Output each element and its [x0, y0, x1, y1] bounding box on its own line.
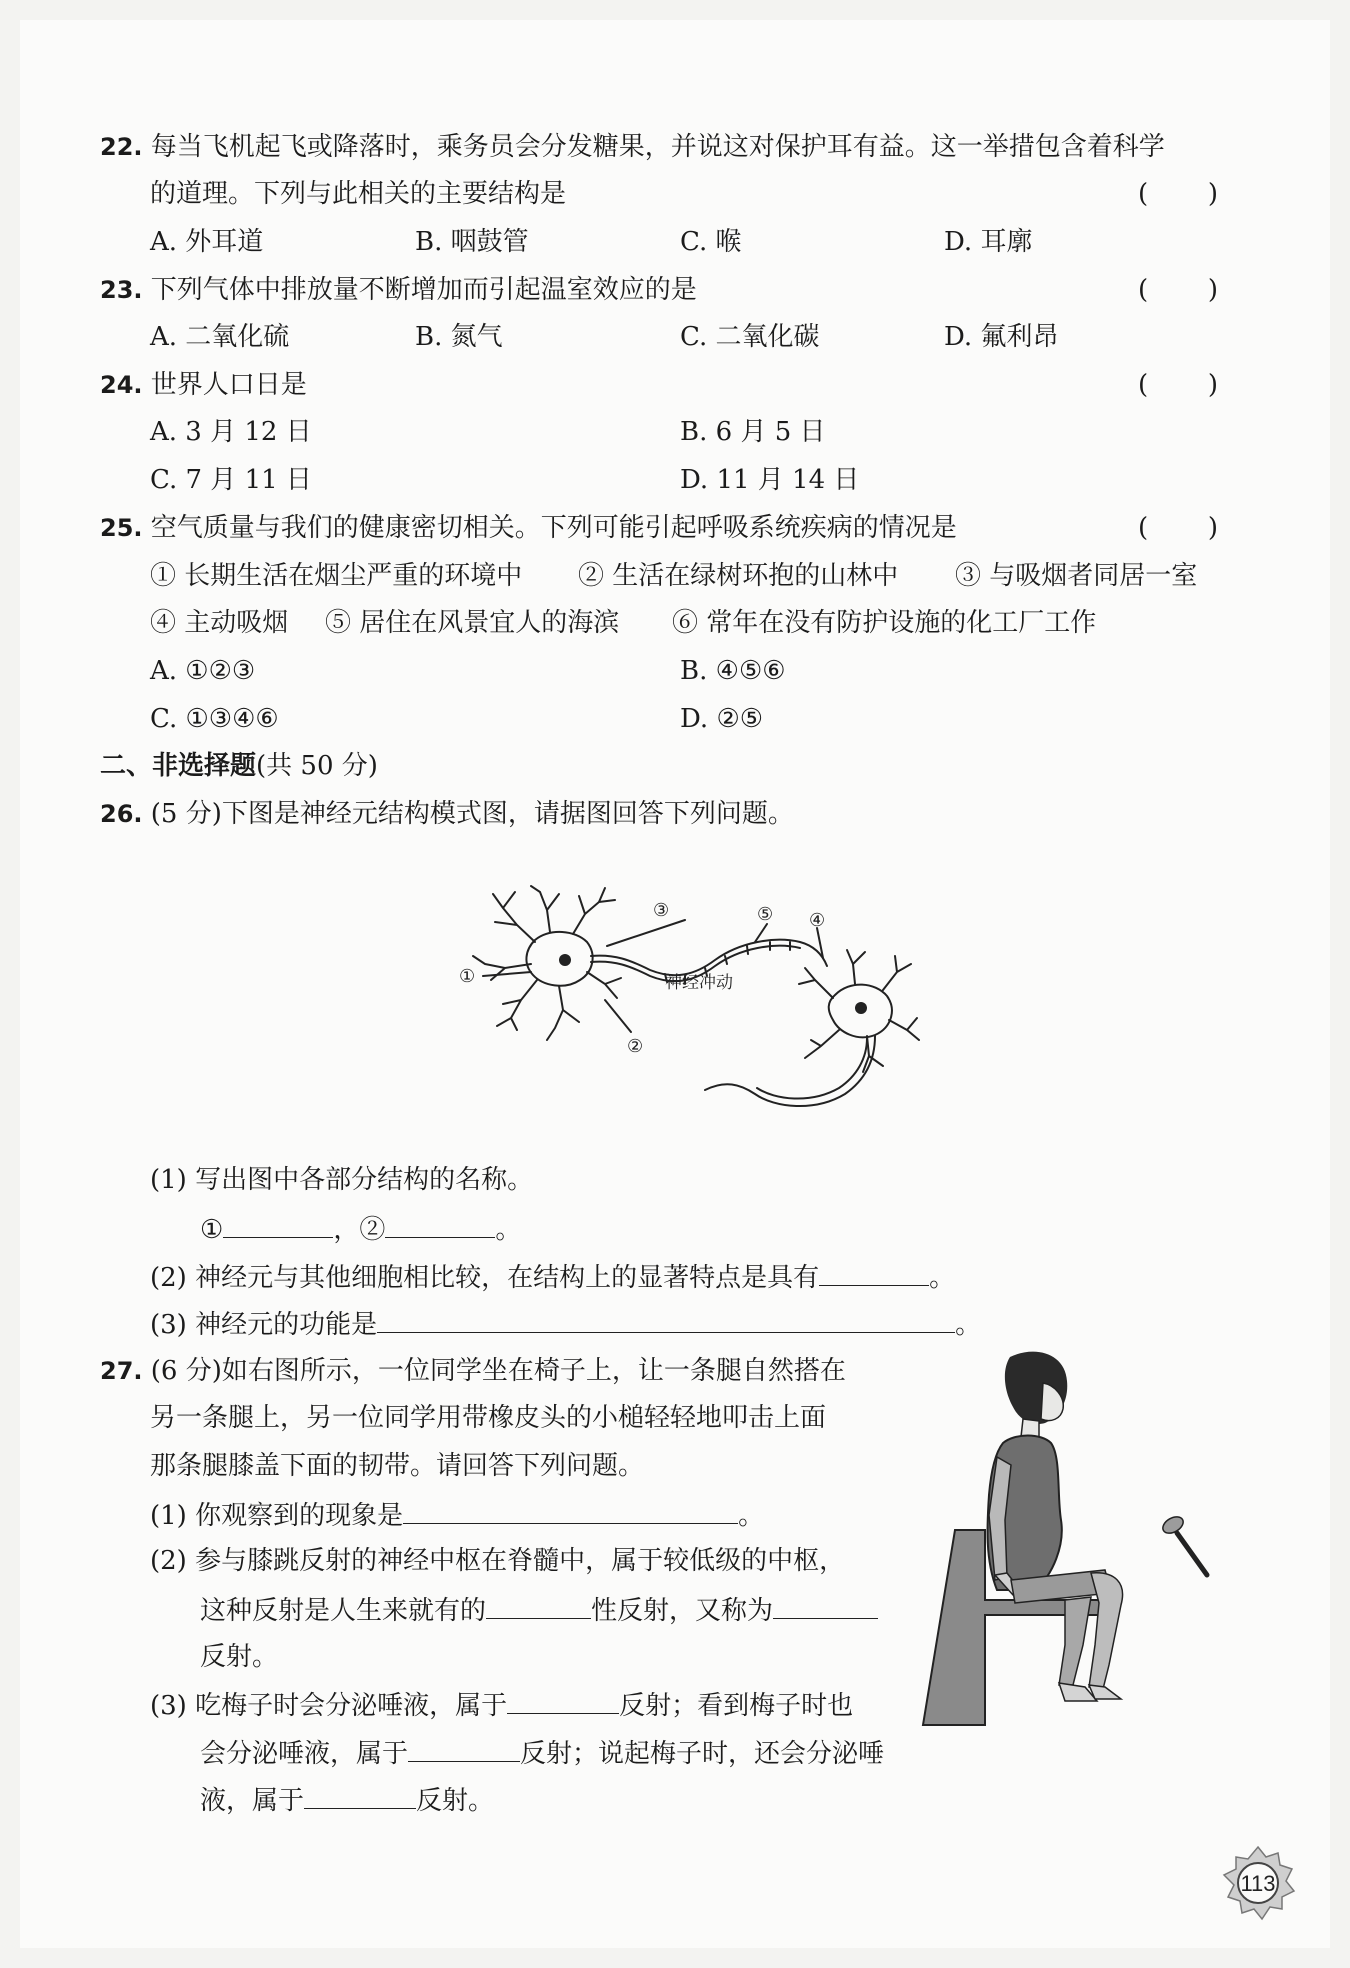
- q26-sub1-label2: ，②: [333, 1215, 386, 1245]
- q27-blank-2[interactable]: [486, 1592, 591, 1619]
- q23-line: [100, 273, 697, 307]
- q22-answer-paren[interactable]: [1138, 177, 1218, 211]
- q26-blank-4[interactable]: [377, 1306, 955, 1333]
- q22-option-c[interactable]: C. 喉: [680, 227, 742, 257]
- q27-sub3-text-e: 液，属于: [200, 1786, 305, 1816]
- q25-option-c[interactable]: C. ①③④⑥: [150, 704, 279, 734]
- page-number-badge: [1220, 1845, 1296, 1921]
- q26-blank-2[interactable]: [385, 1211, 495, 1238]
- q25-option-b[interactable]: B. ④⑤⑥: [680, 656, 786, 686]
- q24-stem: 世界人口日是: [150, 370, 307, 400]
- q23-option-a[interactable]: A. 二氧化硫: [150, 322, 290, 352]
- label-5: ⑤: [757, 904, 774, 925]
- q26-sub1-answers: [200, 1211, 521, 1247]
- q27-blank-6[interactable]: [304, 1782, 416, 1809]
- label-4: ④: [809, 910, 826, 931]
- paren-close: ): [1207, 275, 1218, 305]
- neuron-diagram: [455, 880, 925, 1110]
- q25-item-3: ③ 与吸烟者同居一室: [955, 561, 1198, 591]
- q27-sub3-text-d: 反射；说起梅子时，还会分泌唾: [520, 1739, 885, 1769]
- paren-open: (: [1138, 370, 1149, 400]
- q23-option-c[interactable]: C. 二氧化碳: [680, 322, 820, 352]
- label-3: ③: [653, 900, 670, 921]
- q22-number: 22.: [100, 133, 143, 161]
- q22-option-d[interactable]: D. 耳廓: [944, 227, 1033, 257]
- q22-stem-2: 的道理。下列与此相关的主要结构是: [150, 179, 567, 209]
- q23-number: 23.: [100, 276, 143, 304]
- q23-option-d[interactable]: D. 氟利昂: [944, 322, 1059, 352]
- q27-line1: [100, 1354, 846, 1388]
- section-score: (共 50 分): [256, 751, 378, 781]
- q26-blank-1[interactable]: [223, 1211, 333, 1238]
- q25-item-5: ⑤ 居住在风景宜人的海滨: [325, 608, 620, 638]
- q25-option-a[interactable]: A. ①②③: [150, 656, 256, 686]
- q27-sub3-line2: [200, 1735, 884, 1771]
- label-1: ①: [459, 966, 476, 987]
- q27-blank-5[interactable]: [408, 1735, 520, 1762]
- page-number: 113: [1240, 1871, 1276, 1896]
- q26-sub3-end: 。: [955, 1310, 982, 1340]
- q22-option-a[interactable]: A. 外耳道: [150, 227, 264, 257]
- q27-sub3-text-f: 反射。: [416, 1786, 495, 1816]
- q27-sub1-end: 。: [738, 1501, 765, 1531]
- q27-sub3-text-c: 会分泌唾液，属于: [200, 1739, 409, 1769]
- q25-answer-paren[interactable]: [1138, 511, 1218, 545]
- q27-blank-4[interactable]: [507, 1687, 619, 1714]
- paren-close: ): [1207, 179, 1218, 209]
- q27-sub3-line1: [150, 1687, 853, 1723]
- q27-sub2-line1: (2) 参与膝跳反射的神经中枢在脊髓中，属于较低级的中枢，: [150, 1546, 846, 1576]
- section-title: 二、非选择题: [100, 751, 257, 781]
- q26-sub1: (1) 写出图中各部分结构的名称。: [150, 1165, 534, 1195]
- q27-sub3-line3: [200, 1782, 494, 1818]
- q27-sub1: (1) 你观察到的现象是: [150, 1501, 404, 1531]
- q24-option-a[interactable]: A. 3 月 12 日: [150, 417, 312, 447]
- nerve-impulse-caption: 神经冲动: [665, 973, 733, 993]
- paren-open: (: [1138, 275, 1149, 305]
- q22-option-b[interactable]: B. 咽鼓管: [415, 227, 529, 257]
- q25-item-2: ② 生活在绿树环抱的山林中: [578, 561, 899, 591]
- q27-sub3-text-b: 反射；看到梅子时也: [619, 1691, 854, 1721]
- q27-number: 27.: [100, 1357, 143, 1385]
- paren-close: ): [1207, 370, 1218, 400]
- q25-item-6: ⑥ 常年在没有防护设施的化工厂工作: [672, 608, 1097, 638]
- q22-line1: [100, 130, 1165, 164]
- knee-reflex-illustration: [915, 1345, 1235, 1745]
- q26-sub3-line: [150, 1306, 981, 1342]
- q27-sub2-text-a: 这种反射是人生来就有的: [200, 1596, 487, 1626]
- q23-option-b[interactable]: B. 氮气: [415, 322, 503, 352]
- q25-stem: 空气质量与我们的健康密切相关。下列可能引起呼吸系统疾病的情况是: [150, 513, 957, 543]
- q26-sub2-end: 。: [929, 1263, 956, 1293]
- q23-stem: 下列气体中排放量不断增加而引起温室效应的是: [150, 275, 697, 305]
- q24-option-d[interactable]: D. 11 月 14 日: [680, 465, 860, 495]
- q27-stem-2: 另一条腿上，另一位同学用带橡皮头的小槌轻轻地叩击上面: [150, 1403, 827, 1433]
- q26-sub1-label1: ①: [200, 1215, 224, 1245]
- q27-blank-1[interactable]: [403, 1497, 738, 1524]
- paren-open: (: [1138, 513, 1149, 543]
- q27-sub2-text-b: 性反射，又称为: [591, 1596, 774, 1626]
- q27-sub2-line2: [200, 1592, 878, 1628]
- q25-item-4: ④ 主动吸烟: [150, 608, 289, 638]
- q22-stem-1: 每当飞机起飞或降落时，乘务员会分发糖果，并说这对保护耳有益。这一举措包含着科学: [150, 132, 1165, 162]
- section-heading: [100, 749, 378, 783]
- q25-number: 25.: [100, 514, 143, 542]
- reflex-hammer-icon: [1160, 1513, 1207, 1575]
- q23-answer-paren[interactable]: [1138, 273, 1218, 307]
- q27-stem-1: (6 分)如右图所示，一位同学坐在椅子上，让一条腿自然搭在: [150, 1356, 846, 1386]
- q25-option-d[interactable]: D. ②⑤: [680, 704, 764, 734]
- q24-answer-paren[interactable]: [1138, 368, 1218, 402]
- q26-sub2: (2) 神经元与其他细胞相比较，在结构上的显著特点是具有: [150, 1263, 820, 1293]
- q26-sub1-end: 。: [495, 1215, 522, 1245]
- q26-sub3: (3) 神经元的功能是: [150, 1310, 378, 1340]
- q27-blank-3[interactable]: [773, 1592, 878, 1619]
- q26-stem: (5 分)下图是神经元结构模式图，请据图回答下列问题。: [150, 799, 794, 829]
- q27-sub2-line3: 反射。: [200, 1642, 279, 1672]
- q27-sub3-text-a: (3) 吃梅子时会分泌唾液，属于: [150, 1691, 508, 1721]
- q25-line: [100, 511, 957, 545]
- paren-open: (: [1138, 179, 1149, 209]
- q26-sub2-line: [150, 1259, 955, 1295]
- q25-item-1: ① 长期生活在烟尘严重的环境中: [150, 561, 523, 591]
- q24-line: [100, 368, 307, 402]
- label-2: ②: [627, 1036, 644, 1057]
- q24-option-c[interactable]: C. 7 月 11 日: [150, 465, 312, 495]
- q24-number: 24.: [100, 371, 143, 399]
- q24-option-b[interactable]: B. 6 月 5 日: [680, 417, 826, 447]
- q26-line: [100, 797, 794, 831]
- q26-number: 26.: [100, 800, 143, 828]
- q27-stem-3: 那条腿膝盖下面的韧带。请回答下列问题。: [150, 1451, 645, 1481]
- paren-close: ): [1207, 513, 1218, 543]
- q26-blank-3[interactable]: [819, 1259, 929, 1286]
- q27-sub1-line: [150, 1497, 764, 1533]
